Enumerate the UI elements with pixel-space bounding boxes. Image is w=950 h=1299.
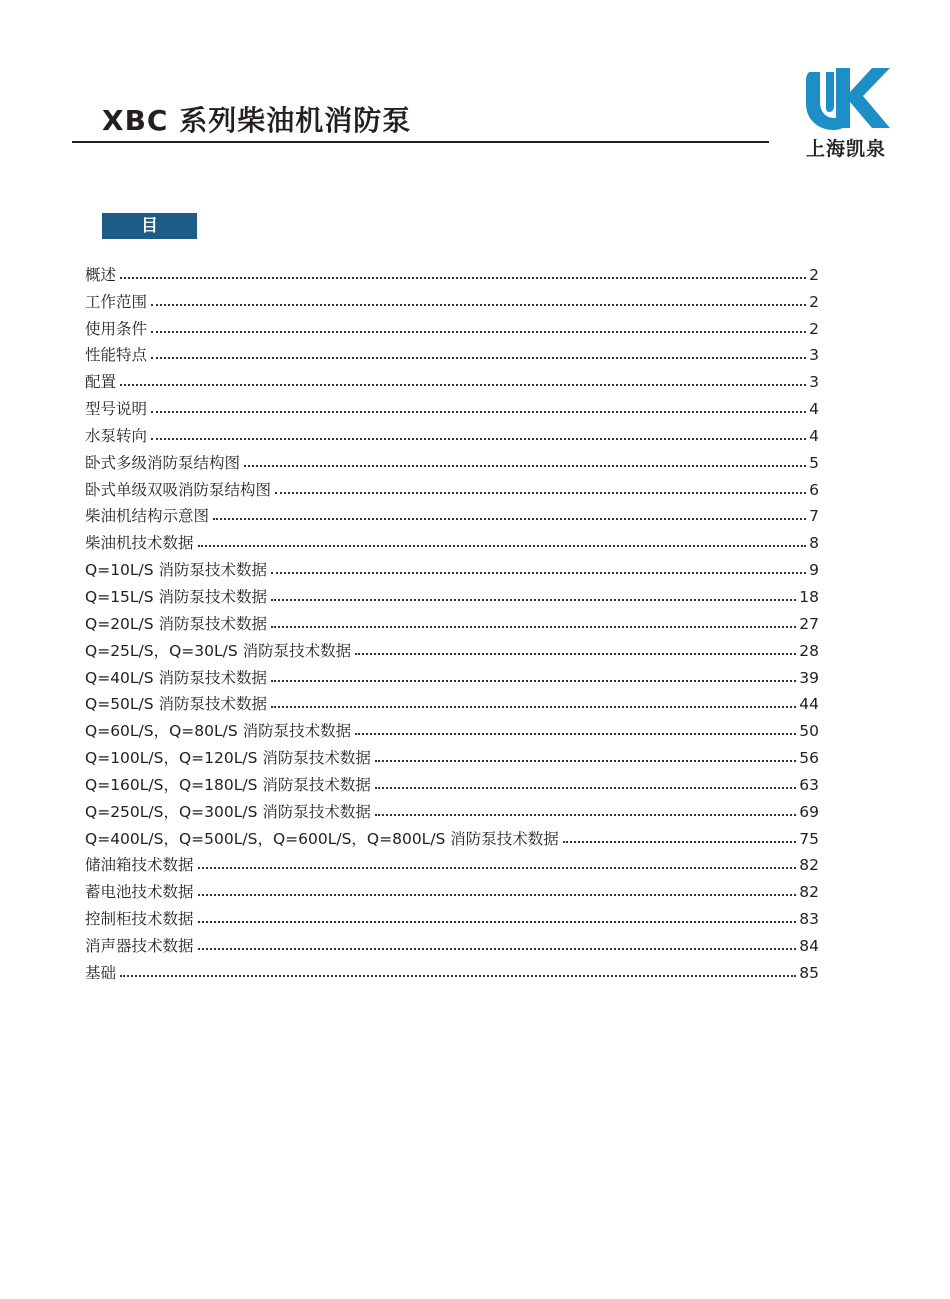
toc-entry-label: 柴油机结构示意图 — [85, 507, 210, 526]
title-divider — [72, 141, 769, 143]
toc-entry[interactable] — [85, 554, 819, 581]
toc-entry-label: 使用条件 — [85, 319, 148, 338]
toc-entry-label: 基础 — [85, 963, 117, 982]
toc-entry[interactable] — [85, 823, 819, 850]
toc-entry[interactable] — [85, 769, 819, 796]
toc-entry[interactable] — [85, 286, 819, 313]
toc-dot-leader — [151, 331, 806, 333]
toc-dot-leader — [151, 357, 806, 359]
toc-entry-page: 50 — [799, 722, 819, 741]
toc-entry-label: 卧式多级消防泵结构图 — [85, 453, 241, 472]
toc-dot-leader — [151, 438, 806, 440]
toc-entry-page: 6 — [809, 480, 819, 499]
toc-entry-label: 储油箱技术数据 — [85, 856, 194, 875]
toc-dot-leader — [271, 626, 796, 628]
toc-entry[interactable] — [85, 742, 819, 769]
toc-entry[interactable] — [85, 447, 819, 474]
toc-entry-page: 3 — [809, 346, 819, 365]
toc-entry-label: 性能特点 — [85, 346, 148, 365]
toc-entry-label: Q=160L/S，Q=180L/S 消防泵技术数据 — [85, 775, 371, 794]
toc-entry[interactable] — [85, 715, 819, 742]
toc-entry-page: 84 — [799, 936, 819, 955]
toc-entry-page: 44 — [799, 695, 819, 714]
toc-entry-label: Q=400L/S，Q=500L/S，Q=600L/S，Q=800L/S 消防泵技术数据 — [85, 829, 559, 848]
toc-entry-label: 消声器技术数据 — [85, 936, 194, 955]
toc-entry-label: Q=60L/S，Q=80L/S 消防泵技术数据 — [85, 722, 352, 741]
toc-dot-leader — [271, 599, 796, 601]
toc-entry[interactable] — [85, 340, 819, 367]
toc-entry-page: 7 — [809, 507, 819, 526]
toc-entry-label: 卧式单级双吸消防泵结构图 — [85, 480, 272, 499]
toc-dot-leader — [198, 948, 797, 950]
toc-entry[interactable] — [85, 930, 819, 957]
toc-dot-leader — [271, 706, 796, 708]
toc-entry-label: Q=10L/S 消防泵技术数据 — [85, 561, 268, 580]
toc-entry-page: 2 — [809, 265, 819, 284]
toc-dot-leader — [151, 304, 806, 306]
toc-dot-leader — [151, 411, 806, 413]
toc-dot-leader — [271, 680, 796, 682]
toc-entry-page: 5 — [809, 453, 819, 472]
toc-entry-label: 型号说明 — [85, 400, 148, 419]
toc-dot-leader — [244, 465, 806, 467]
toc-entry-page: 4 — [809, 426, 819, 445]
toc-entry-label: Q=50L/S 消防泵技术数据 — [85, 695, 268, 714]
logo-text: 上海凯泉 — [805, 138, 886, 160]
toc-entry-label: Q=25L/S，Q=30L/S 消防泵技术数据 — [85, 641, 352, 660]
toc-entry[interactable] — [85, 608, 819, 635]
toc-entry-page: 69 — [799, 802, 819, 821]
toc-entry-page: 27 — [799, 614, 819, 633]
toc-entry-page: 8 — [809, 534, 819, 553]
toc-entry[interactable] — [85, 662, 819, 689]
toc-entry[interactable] — [85, 393, 819, 420]
toc-entry[interactable] — [85, 313, 819, 340]
toc-entry-page: 39 — [799, 668, 819, 687]
toc-dot-leader — [271, 572, 806, 574]
toc-dot-leader — [375, 787, 796, 789]
toc-entry-page: 82 — [799, 883, 819, 902]
toc-list — [85, 259, 819, 984]
toc-entry[interactable] — [85, 474, 819, 501]
toc-entry-page: 63 — [799, 775, 819, 794]
toc-entry[interactable] — [85, 366, 819, 393]
toc-entry[interactable] — [85, 876, 819, 903]
page-title: XBC 系列柴油机消防泵 — [102, 104, 412, 137]
toc-dot-leader — [198, 867, 797, 869]
toc-dot-leader — [120, 384, 806, 386]
toc-entry-label: 蓄电池技术数据 — [85, 883, 194, 902]
toc-entry[interactable] — [85, 689, 819, 716]
toc-entry-page: 3 — [809, 373, 819, 392]
toc-heading: 目 录 — [102, 213, 197, 239]
toc-entry[interactable] — [85, 581, 819, 608]
toc-entry-page: 83 — [799, 910, 819, 929]
toc-entry-label: Q=40L/S 消防泵技术数据 — [85, 668, 268, 687]
toc-entry[interactable] — [85, 903, 819, 930]
toc-entry-page: 82 — [799, 856, 819, 875]
toc-entry[interactable] — [85, 420, 819, 447]
toc-dot-leader — [375, 760, 796, 762]
toc-entry-label: Q=15L/S 消防泵技术数据 — [85, 587, 268, 606]
toc-dot-leader — [120, 277, 806, 279]
toc-entry-page: 85 — [799, 963, 819, 982]
toc-dot-leader — [198, 545, 807, 547]
toc-entry[interactable] — [85, 259, 819, 286]
toc-dot-leader — [275, 492, 806, 494]
toc-dot-leader — [375, 814, 796, 816]
toc-entry-label: 水泵转向 — [85, 426, 148, 445]
toc-entry-label: Q=20L/S 消防泵技术数据 — [85, 614, 268, 633]
toc-entry-label: 控制柜技术数据 — [85, 910, 194, 929]
toc-entry-page: 18 — [799, 587, 819, 606]
kaiquan-logo-icon — [800, 66, 892, 132]
toc-entry-page: 4 — [809, 400, 819, 419]
toc-entry-page: 56 — [799, 749, 819, 768]
toc-entry-page: 9 — [809, 561, 819, 580]
toc-entry-label: Q=250L/S，Q=300L/S 消防泵技术数据 — [85, 802, 371, 821]
toc-entry-label: 概述 — [85, 265, 117, 284]
toc-dot-leader — [120, 975, 796, 977]
toc-entry[interactable] — [85, 527, 819, 554]
toc-dot-leader — [198, 921, 797, 923]
toc-entry-label: 配置 — [85, 373, 117, 392]
toc-dot-leader — [355, 653, 796, 655]
toc-entry-page: 28 — [799, 641, 819, 660]
toc-entry[interactable] — [85, 796, 819, 823]
toc-entry-page: 75 — [799, 829, 819, 848]
toc-entry-page: 2 — [809, 319, 819, 338]
company-logo — [800, 66, 892, 162]
toc-entry[interactable] — [85, 850, 819, 877]
toc-entry[interactable] — [85, 635, 819, 662]
toc-entry[interactable] — [85, 957, 819, 984]
toc-dot-leader — [198, 894, 797, 896]
toc-entry[interactable] — [85, 501, 819, 528]
toc-entry-page: 2 — [809, 292, 819, 311]
toc-dot-leader — [355, 733, 796, 735]
toc-dot-leader — [213, 518, 806, 520]
toc-entry-label: Q=100L/S，Q=120L/S 消防泵技术数据 — [85, 749, 371, 768]
toc-dot-leader — [563, 841, 796, 843]
toc-entry-label: 工作范围 — [85, 292, 148, 311]
toc-entry-label: 柴油机技术数据 — [85, 534, 194, 553]
